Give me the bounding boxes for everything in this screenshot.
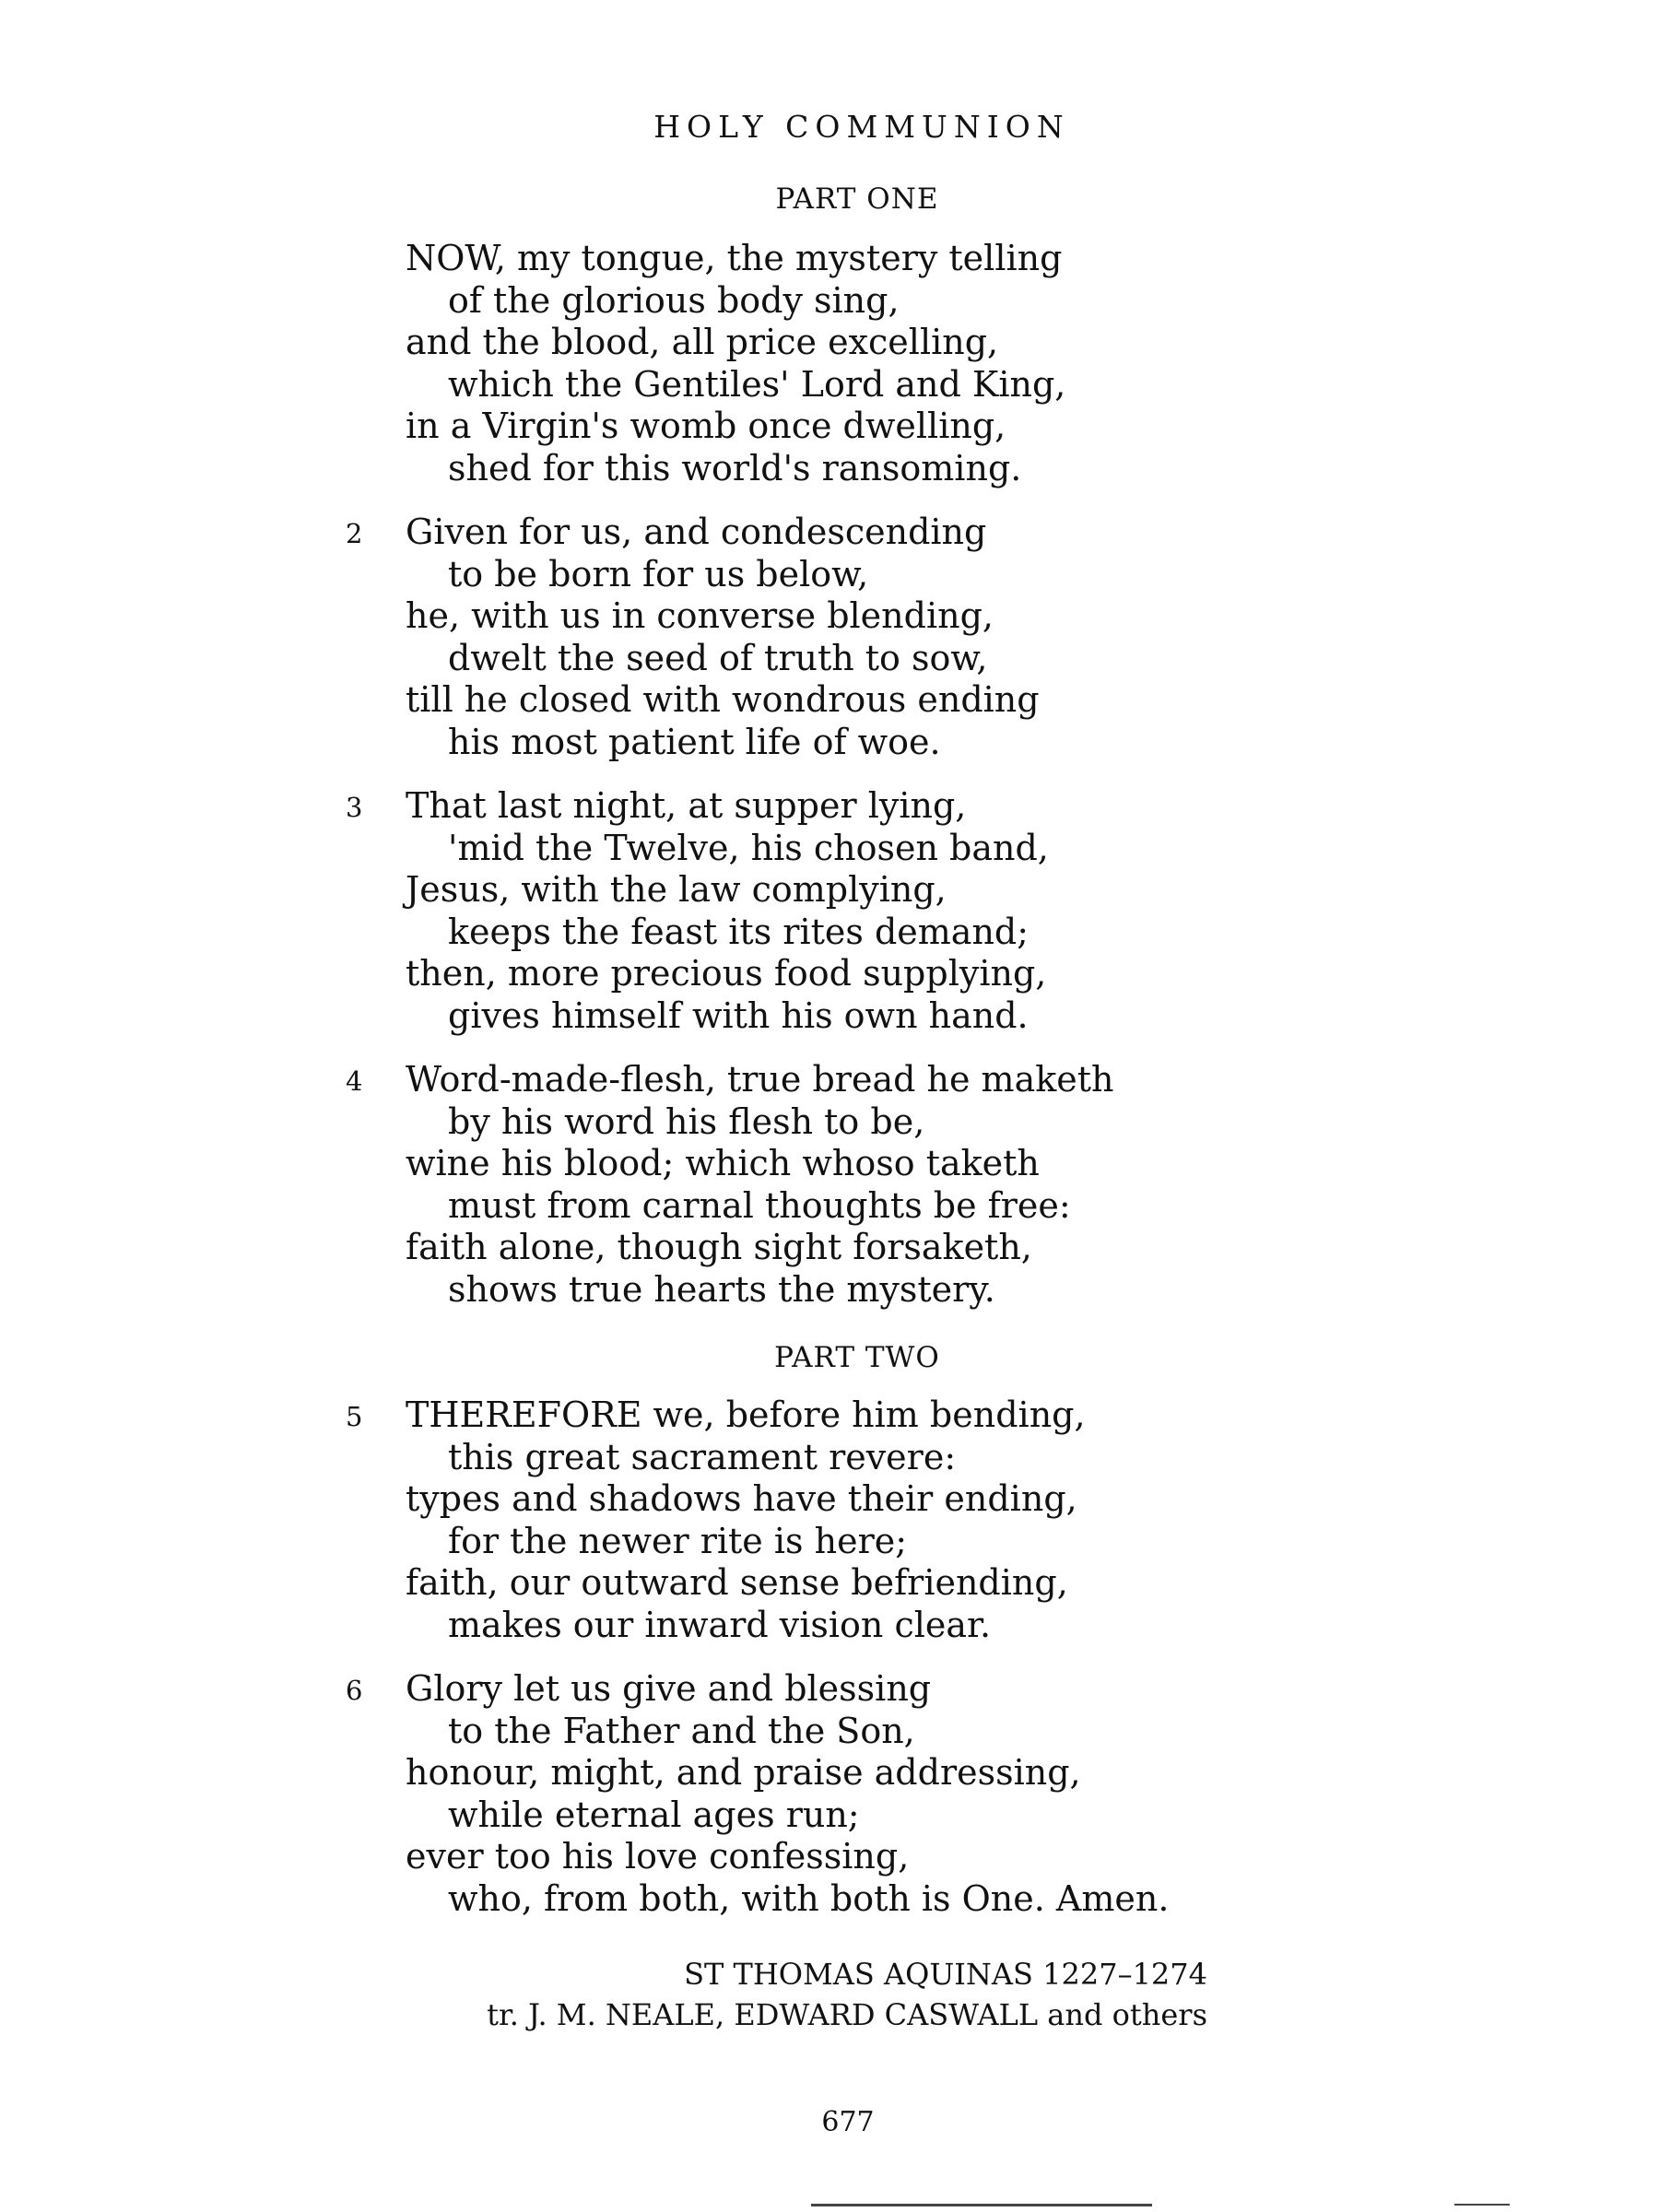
stanza-line: keeps the feast its rites demand;: [448, 911, 1030, 952]
attribution-author: ST THOMAS AQUINAS 1227–1274: [684, 1957, 1207, 1992]
stanza-line: Jesus, with the law complying,: [406, 869, 947, 910]
stanza-5: [346, 1394, 1086, 1646]
stanza-2: [346, 512, 1040, 763]
stanza-line: by his word his flesh to be,: [448, 1100, 925, 1142]
stanza-line: Word-made-flesh, true bread he maketh: [406, 1059, 1114, 1100]
attribution: [487, 1954, 1207, 2035]
stanza-line: to be born for us below,: [448, 553, 869, 594]
stanza-line: this great sacrament revere:: [448, 1436, 957, 1477]
page-number: 677: [821, 2106, 875, 2138]
stanza-number: 2: [346, 518, 363, 549]
stanza-line: gives himself with his own hand.: [448, 994, 1029, 1036]
stanza-4: [346, 1059, 1114, 1311]
page-header: HOLY COMMUNION: [653, 109, 1070, 145]
stanza-line: Glory let us give and blessing: [406, 1668, 932, 1709]
stanza-line: NOW, my tongue, the mystery telling: [406, 238, 1063, 278]
stanza-line: That last night, at supper lying,: [406, 785, 967, 826]
stanza-line: who, from both, with both is One. Amen.: [448, 1877, 1170, 1919]
stanza-line: must from carnal thoughts be free:: [448, 1184, 1071, 1226]
stanza-line: types and shadows have their ending,: [406, 1478, 1077, 1519]
stanza-line: he, with us in converse blending,: [406, 595, 994, 636]
stanza-number: 5: [346, 1401, 363, 1432]
part-one-heading: PART ONE: [775, 182, 939, 216]
stanza-1: [406, 238, 1065, 489]
stanza-line: THEREFORE we, before him bending,: [406, 1394, 1086, 1435]
stanza-number: 6: [346, 1675, 363, 1706]
stanza-line: faith alone, though sight forsaketh,: [406, 1227, 1032, 1267]
stanza-line: shows true hearts the mystery.: [448, 1268, 995, 1310]
stanza-line: of the glorious body sing,: [448, 279, 900, 321]
stanza-line: while eternal ages run;: [448, 1794, 860, 1835]
stanza-line: shed for this world's ransoming.: [448, 447, 1022, 488]
stanza-number: 4: [346, 1065, 363, 1097]
stanza-6: [346, 1668, 1170, 1920]
stanza-line: to the Father and the Son,: [448, 1710, 915, 1751]
attribution-translators: tr. J. M. NEALE, EDWARD CASWALL and others: [487, 1997, 1207, 2032]
stanza-line: faith, our outward sense befriending,: [406, 1562, 1068, 1603]
stanza-line: dwelt the seed of truth to sow,: [448, 637, 988, 678]
stanza-number: 3: [346, 792, 363, 823]
stanza-line: honour, might, and praise addressing,: [406, 1752, 1081, 1793]
stanza-line: then, more precious food supplying,: [406, 953, 1047, 994]
stanza-line: his most patient life of woe.: [448, 721, 941, 762]
stanza-3: [346, 785, 1049, 1037]
scan-artifact-rule: [811, 2204, 1152, 2206]
stanza-line: in a Virgin's womb once dwelling,: [406, 406, 1006, 446]
stanza-line: 'mid the Twelve, his chosen band,: [448, 827, 1049, 868]
stanza-line: for the newer rite is here;: [448, 1520, 908, 1561]
stanza-line: makes our inward vision clear.: [448, 1604, 992, 1645]
part-two-heading: PART TWO: [774, 1341, 940, 1374]
stanza-line: ever too his love confessing,: [406, 1836, 910, 1877]
stanza-line: wine his blood; which whoso taketh: [406, 1143, 1040, 1183]
stanza-line: Given for us, and condescending: [406, 512, 987, 552]
stanza-line: and the blood, all price excelling,: [406, 322, 999, 362]
stanza-line: till he closed with wondrous ending: [406, 679, 1040, 720]
stanza-line: which the Gentiles' Lord and King,: [448, 363, 1066, 405]
scan-artifact-mark: [1454, 2204, 1510, 2206]
